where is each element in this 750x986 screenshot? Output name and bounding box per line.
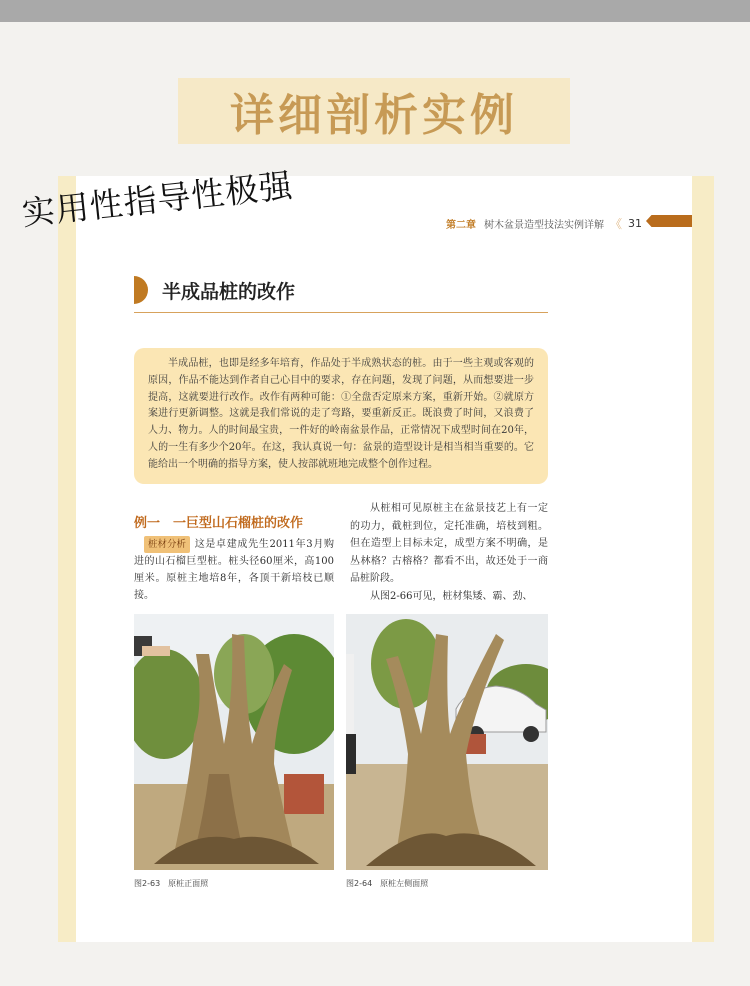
figure-text-1: 原桩正面照 xyxy=(168,879,209,888)
chapter-label: 第二章 xyxy=(446,219,476,231)
section-divider xyxy=(134,312,548,313)
right-paragraph-2: 从图2-66可见，桩材集矮、霸、劲、 xyxy=(370,590,533,602)
page-edge-right xyxy=(692,176,714,942)
section-marker-icon xyxy=(134,276,148,304)
double-chevron-icon: 《 xyxy=(610,216,623,231)
figure-caption-1 xyxy=(134,878,208,889)
right-column xyxy=(350,500,548,605)
page-tab-marker xyxy=(646,215,692,227)
figure-text-2: 原桩左侧面照 xyxy=(380,879,429,888)
figure-number-1: 图2-63 xyxy=(134,879,161,888)
left-text: 这是卓建成先生2011年3月购进的山石榴巨型桩。桩头径60厘米，高100厘米。原桩主地培8年，各顶干新培枝已顺接。 xyxy=(134,539,334,601)
banner xyxy=(178,78,570,144)
example-title: 例一 一巨型山石榴桩的改作 xyxy=(134,516,304,531)
intro-paragraph: 半成品桩，也即是经多年培育，作品处于半成熟状态的桩。由于一些主观或客观的原因，作品不能达到作者自己心目中的要求，存在问题，发现了问题，从而想要进一步提高，这就要进行改作。改作有两种可能：①全盘否定原来方案，重新开始。②就原方案进行更新调整。这就是我们常说的走了弯路，要重新反正。既浪费了时间，又浪费了人力、物力。人的时间最宝贵，一件好的岭南盆景作品，正常情况下成型时间在20年，人的一生有多少个20年。在这，我认真说一句：盆景的造型设计是相当相当重要的。它能给出一个明确的指导方案，使人按部就班地完成整个创作过程。 xyxy=(148,358,534,470)
figure-photo-front xyxy=(134,614,334,870)
top-gray-bar xyxy=(0,0,750,22)
figure-number-2: 图2-64 xyxy=(346,879,373,888)
running-head xyxy=(446,216,642,230)
slogan-text: 实用性指导性极强 xyxy=(20,165,295,233)
section-title: 半成品桩的改作 xyxy=(162,280,296,303)
right-paragraph-1: 从桩相可见原桩主在盆景技艺上有一定的功力，截桩到位，定托准确，培枝到粗。但在造型上目标未定，成型方案不明确，是丛林格？古榕格？都看不出，故还处于一商品桩阶段。 xyxy=(350,503,548,584)
left-paragraph xyxy=(134,536,334,604)
page-edge-left xyxy=(58,176,76,942)
intro-box xyxy=(134,348,548,484)
page-number: 31 xyxy=(628,216,643,230)
section-heading xyxy=(134,276,295,304)
figure-caption-2 xyxy=(346,878,428,889)
banner-title: 详细剖析实例 xyxy=(230,90,518,141)
figure-photo-left-side xyxy=(346,614,548,870)
left-column xyxy=(134,536,334,604)
analysis-tag: 桩材分析 xyxy=(144,536,190,553)
book-title: 树木盆景造型技法实例详解 xyxy=(484,219,604,231)
